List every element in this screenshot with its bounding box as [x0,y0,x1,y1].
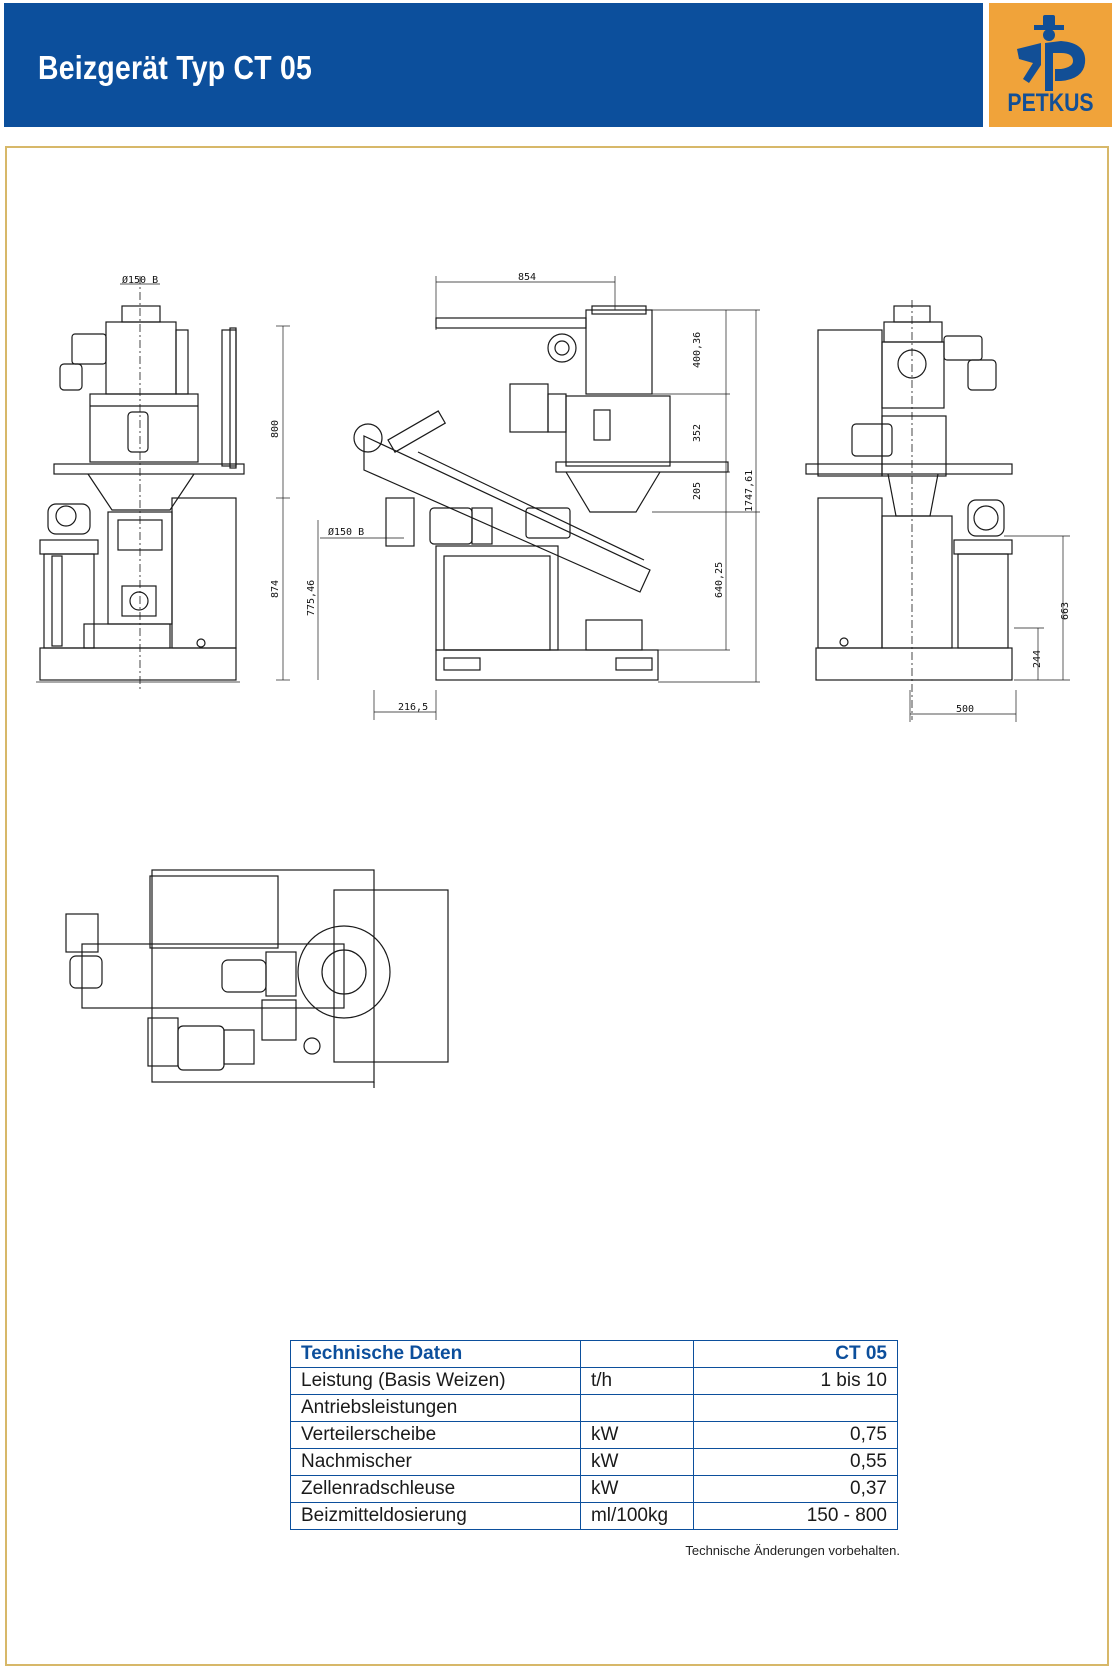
table-cell: kW [580,1449,693,1476]
table-row [291,1395,898,1422]
technical-data-table [290,1340,898,1530]
dim-label: Ø150 B [122,275,159,286]
dim-label: 216,5 [398,702,429,713]
right-view-drawing [806,300,1070,722]
dim-label: 500 [956,704,975,715]
table-cell: t/h [580,1368,693,1395]
table-row [291,1476,898,1503]
table-cell: Zellenradschleuse [291,1476,581,1503]
table-cell [580,1395,693,1422]
table-cell: Nachmischer [291,1449,581,1476]
table-cell: kW [580,1476,693,1503]
table-cell [694,1395,898,1422]
top-view-drawing [66,870,448,1088]
table-header-cell: Technische Daten [291,1341,581,1368]
dim-label: 244 [1032,649,1043,668]
table-cell: 0,55 [694,1449,898,1476]
table-header-row [291,1341,898,1368]
table-header-cell [580,1341,693,1368]
table-cell: ml/100kg [580,1503,693,1530]
dim-label: 1747,61 [744,469,755,512]
dim-label: 640,25 [714,561,725,598]
table-cell: Verteilerscheibe [291,1422,581,1449]
table-row [291,1422,898,1449]
dim-label: 352 [692,423,703,442]
dim-label: 854 [518,272,537,283]
table-cell: 0,75 [694,1422,898,1449]
table-cell: 150 - 800 [694,1503,898,1530]
table-cell: 1 bis 10 [694,1368,898,1395]
table-row [291,1449,898,1476]
dim-label: 205 [692,481,703,500]
logo-text: PETKUS [1007,89,1094,117]
dim-label: 663 [1060,601,1071,620]
front-view-drawing [36,276,290,690]
table-cell: Beizmitteldosierung [291,1503,581,1530]
table-cell: Leistung (Basis Weizen) [291,1368,581,1395]
dim-label: 775,46 [306,579,317,616]
dim-label: 800 [270,419,281,438]
page-title: Beizgerät Typ CT 05 [38,49,313,86]
table-header-cell: CT 05 [694,1341,898,1368]
table-row [291,1503,898,1530]
disclaimer-note: Technische Änderungen vorbehalten. [685,1543,900,1558]
table-row [291,1368,898,1395]
table-cell: kW [580,1422,693,1449]
dim-label: 400,36 [692,331,703,368]
dim-label: Ø150 B [328,527,365,538]
table-cell: 0,37 [694,1476,898,1503]
table-cell: Antriebsleistungen [291,1395,581,1422]
dim-label: 874 [270,579,281,598]
